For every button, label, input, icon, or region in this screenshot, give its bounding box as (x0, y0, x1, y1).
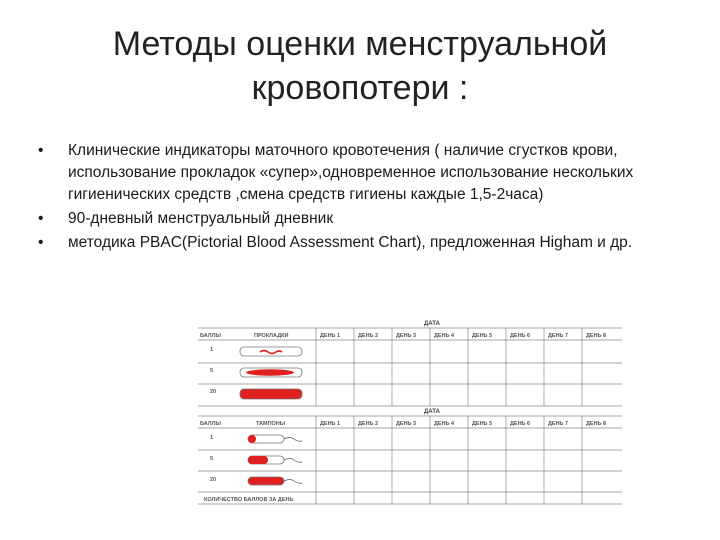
pad-medium-image (240, 368, 302, 377)
bullet-dot: • (38, 210, 44, 227)
tampons-day-4: ДЕНЬ 4 (434, 421, 455, 427)
daily-total-label: КОЛИЧЕСТВО БАЛЛОВ ЗА ДЕНЬ (204, 497, 294, 503)
pads-day-1: ДЕНЬ 1 (320, 333, 341, 339)
pads-score-20: 20 (210, 389, 217, 395)
bullet-dot: • (38, 234, 44, 251)
pads-day-4: ДЕНЬ 4 (434, 333, 455, 339)
tampons-day-3: ДЕНЬ 3 (396, 421, 417, 427)
pads-day-7: ДЕНЬ 7 (548, 333, 569, 339)
pad-light-image (240, 347, 302, 356)
pads-day-3: ДЕНЬ 3 (396, 333, 417, 339)
tampons-score-20: 20 (210, 477, 217, 483)
bullet-item (38, 208, 698, 230)
tampons-header: ТАМПОНЫ (256, 421, 286, 427)
pads-score-header: БАЛЛЫ (200, 333, 221, 339)
bullet-text: 90-дневный менструальный дневник (68, 210, 334, 227)
pads-date-label: ДАТА (424, 321, 440, 327)
bullet-text: методика PBAC(Pictorial Blood Assessment Chart), предложенная Higham и др. (68, 234, 633, 251)
tampons-day-6: ДЕНЬ 6 (510, 421, 531, 427)
bullet-item (38, 140, 698, 206)
pad-heavy-image (240, 389, 302, 399)
tampons-day-8: ДЕНЬ 8 (586, 421, 607, 427)
tampons-day-1: ДЕНЬ 1 (320, 421, 341, 427)
tampons-day-5: ДЕНЬ 5 (472, 421, 493, 427)
pads-score-5: 5 (210, 368, 214, 374)
tampons-date-label: ДАТА (424, 409, 440, 415)
pbac-chart-svg (198, 318, 622, 510)
pads-day-5: ДЕНЬ 5 (472, 333, 493, 339)
slide-title (40, 22, 680, 110)
pads-score-1: 1 (210, 347, 214, 353)
pads-day-6: ДЕНЬ 6 (510, 333, 531, 339)
tampons-score-header: БАЛЛЫ (200, 421, 221, 427)
bullet-list (38, 140, 698, 256)
title-line-1: Методы оценки менструальной (112, 25, 608, 63)
tampons-score-1: 1 (210, 435, 214, 441)
tampon-medium-image (248, 456, 302, 464)
tampons-day-2: ДЕНЬ 2 (358, 421, 379, 427)
bullet-item (38, 232, 698, 254)
bullet-dot: • (38, 142, 44, 159)
pads-day-8: ДЕНЬ 8 (586, 333, 607, 339)
pads-day-2: ДЕНЬ 2 (358, 333, 379, 339)
tampon-light-image (248, 435, 302, 443)
tampons-day-7: ДЕНЬ 7 (548, 421, 569, 427)
pbac-chart-image (198, 318, 622, 510)
title-line-2: кровопотери : (251, 69, 469, 107)
tampon-heavy-image (248, 477, 302, 485)
tampons-score-5: 5 (210, 456, 214, 462)
pads-header: ПРОКЛАДКИ (254, 333, 289, 339)
bullet-text: Клинические индикаторы маточного кровотечения ( наличие сгустков крови, использование прокладок «супер»,одновременное использование нескольких гигиенических средств ,смена средств гигиены каждые 1,5-2часа) (68, 142, 634, 203)
